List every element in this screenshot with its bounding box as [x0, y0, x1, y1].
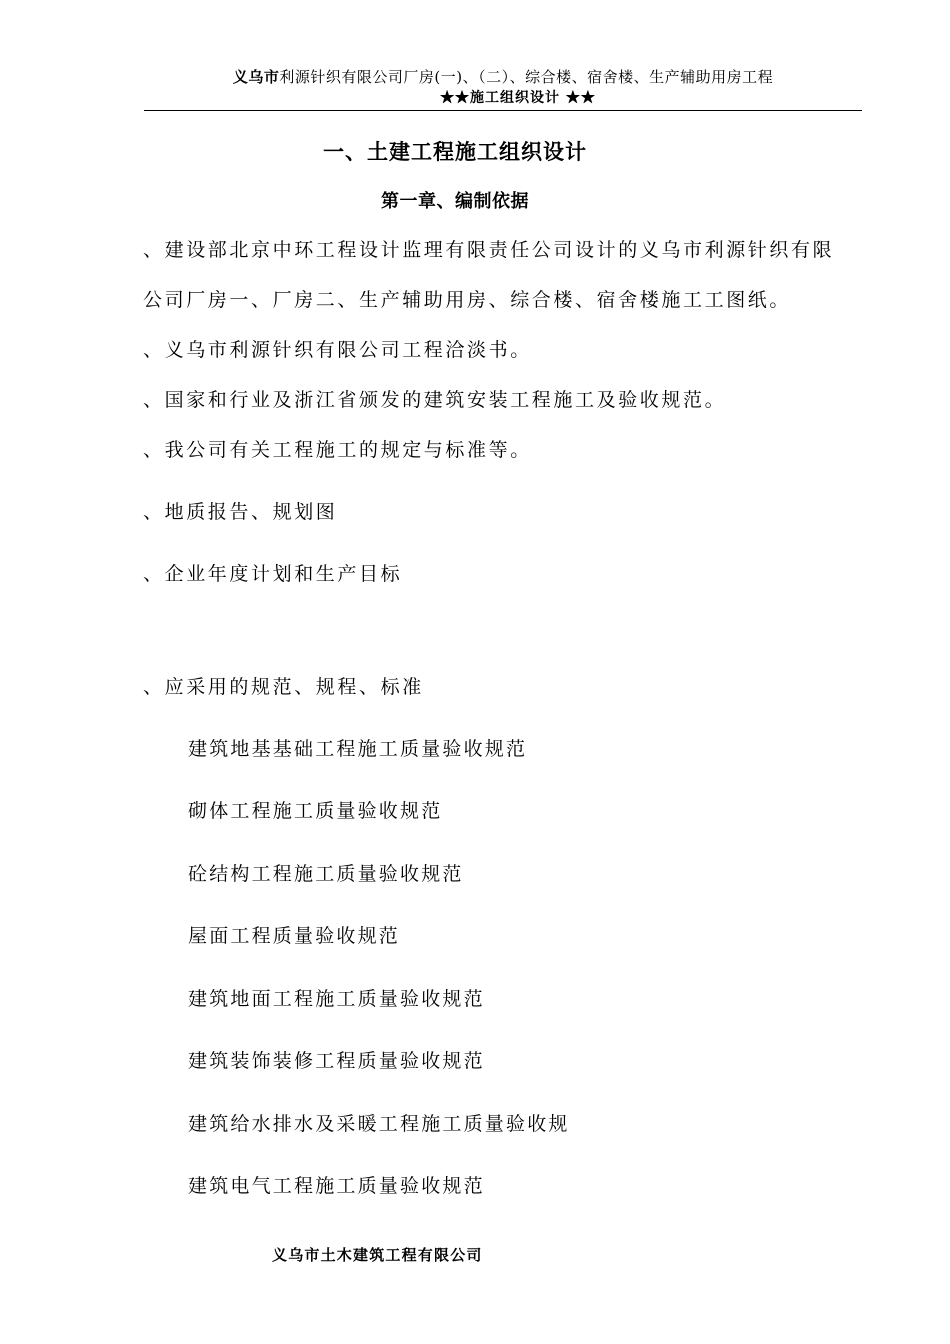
- header-city: 义乌市: [232, 68, 280, 86]
- standard-item: 建筑给水排水及采暖工程施工质量验收规: [188, 1113, 570, 1135]
- header-project-title: [144, 66, 862, 88]
- header-divider: [144, 110, 862, 111]
- basis-item: 、国家和行业及浙江省颁发的建筑安装工程施工及验收规范。: [143, 389, 727, 411]
- standard-item: 砼结构工程施工质量验收规范: [188, 863, 464, 885]
- standard-item: 砌体工程施工质量验收规范: [188, 800, 443, 822]
- header-subtitle: ★★施工组织设计 ★★: [440, 90, 596, 106]
- standard-item: 建筑地面工程施工质量验收规范: [188, 988, 485, 1010]
- document-title: 一、土建工程施工组织设计: [323, 139, 587, 164]
- basis-item: 、应采用的规范、规程、标准: [143, 676, 424, 698]
- basis-item: 、建设部北京中环工程设计监理有限责任公司设计的义乌市利源针织有限: [143, 239, 835, 261]
- basis-item: 、我公司有关工程施工的规定与标准等。: [143, 439, 532, 461]
- standard-item: 建筑装饰装修工程质量验收规范: [188, 1050, 485, 1072]
- chapter-heading: 第一章、编制依据: [381, 191, 529, 212]
- page-header: [144, 66, 862, 108]
- basis-item: 、企业年度计划和生产目标: [143, 563, 403, 585]
- standard-item: 屋面工程质量验收规范: [188, 925, 401, 947]
- page-footer: 义乌市土木建筑工程有限公司: [272, 1246, 483, 1264]
- standard-item: 建筑地基基础工程施工质量验收规范: [188, 738, 528, 760]
- basis-item: 、地质报告、规划图: [143, 501, 338, 523]
- basis-item-continued: 公司厂房一、厂房二、生产辅助用房、综合楼、宿舍楼施工工图纸。: [143, 289, 792, 311]
- basis-item: 、义乌市利源针织有限公司工程洽淡书。: [143, 339, 532, 361]
- header-project-name: 利源针织有限公司厂房(一)、（二）、综合楼、宿舍楼、生产辅助用房工程: [279, 68, 774, 86]
- standard-item: 建筑电气工程施工质量验收规范: [188, 1175, 485, 1197]
